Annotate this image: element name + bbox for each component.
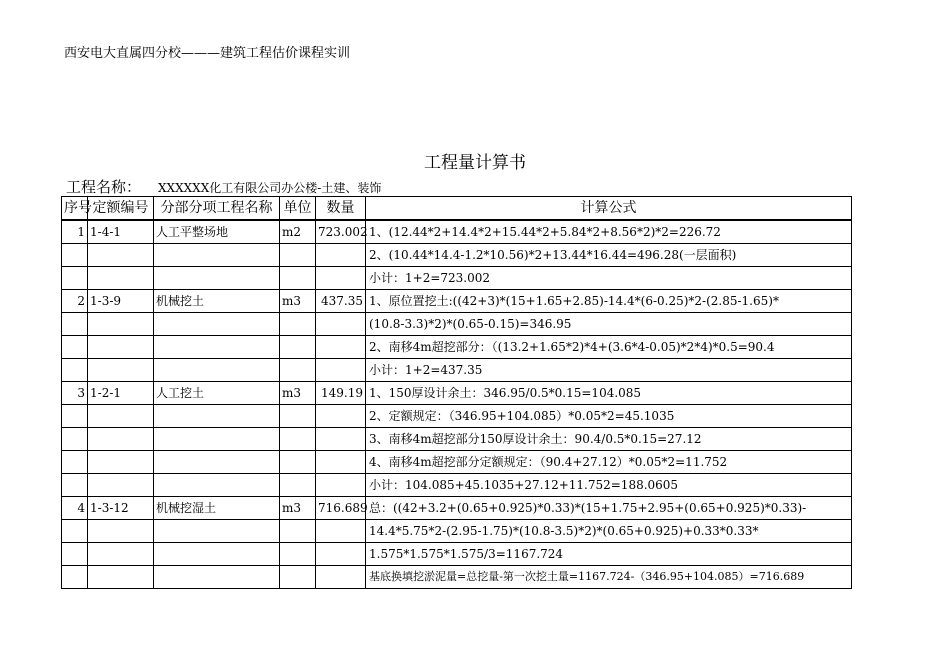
cell-no xyxy=(62,543,88,566)
cell-name xyxy=(154,474,280,497)
cell-name xyxy=(154,543,280,566)
table-row xyxy=(62,336,852,359)
cell-name xyxy=(154,336,280,359)
header-item-name: 分部分项工程名称 xyxy=(154,197,280,221)
cell-code: 1-4-1 xyxy=(88,220,154,244)
table-row xyxy=(62,451,852,474)
cell-qty xyxy=(316,405,366,428)
cell-no xyxy=(62,451,88,474)
cell-code xyxy=(88,267,154,290)
table-row xyxy=(62,220,852,244)
cell-formula: 基底换填挖淤泥量=总挖量-第一次挖土量=1167.724-（346.95+104.085）=716.689 xyxy=(366,566,852,589)
cell-formula: 1、(12.44*2+14.4*2+15.44*2+5.84*2+8.56*2)*2=226.72 xyxy=(366,220,852,244)
cell-code xyxy=(88,566,154,589)
cell-unit xyxy=(280,244,316,267)
cell-unit xyxy=(280,313,316,336)
cell-no: 2 xyxy=(62,290,88,313)
cell-no: 4 xyxy=(62,497,88,520)
cell-unit xyxy=(280,566,316,589)
table-row xyxy=(62,244,852,267)
cell-no xyxy=(62,566,88,589)
cell-name xyxy=(154,244,280,267)
cell-code xyxy=(88,313,154,336)
cell-formula: 1.575*1.575*1.575/3=1167.724 xyxy=(366,543,852,566)
header-formula: 计算公式 xyxy=(366,197,852,221)
cell-name xyxy=(154,405,280,428)
table-row xyxy=(62,290,852,313)
cell-qty xyxy=(316,336,366,359)
cell-no: 1 xyxy=(62,220,88,244)
cell-qty xyxy=(316,428,366,451)
table-row xyxy=(62,359,852,382)
cell-name xyxy=(154,428,280,451)
cell-formula: 1、原位置挖土:((42+3)*(15+1.65+2.85)-14.4*(6-0.25)*2-(2.85-1.65)* xyxy=(366,290,852,313)
cell-code: 1-3-12 xyxy=(88,497,154,520)
cell-name: 人工平整场地 xyxy=(154,220,280,244)
cell-name xyxy=(154,451,280,474)
table-row xyxy=(62,566,852,589)
cell-name xyxy=(154,566,280,589)
cell-code xyxy=(88,543,154,566)
cell-code: 1-2-1 xyxy=(88,382,154,405)
cell-name: 机械挖湿土 xyxy=(154,497,280,520)
cell-unit: m3 xyxy=(280,290,316,313)
table-header-row xyxy=(62,197,852,221)
cell-qty xyxy=(316,566,366,589)
cell-unit xyxy=(280,428,316,451)
cell-qty xyxy=(316,543,366,566)
cell-code xyxy=(88,336,154,359)
cell-qty xyxy=(316,313,366,336)
table-row xyxy=(62,313,852,336)
cell-code xyxy=(88,451,154,474)
cell-formula: 14.4*5.75*2-(2.95-1.75)*(10.8-3.5)*2)*(0.65+0.925)+0.33*0.33* xyxy=(366,520,852,543)
cell-no xyxy=(62,267,88,290)
cell-formula: 2、南移4m超挖部分：（(13.2+1.65*2)*4+(3.6*4-0.05)*2*4)*0.5=90.4 xyxy=(366,336,852,359)
table-row xyxy=(62,267,852,290)
table-row xyxy=(62,428,852,451)
cell-code xyxy=(88,474,154,497)
cell-unit: m3 xyxy=(280,382,316,405)
table-row xyxy=(62,543,852,566)
header-no: 序号 xyxy=(62,197,88,221)
cell-qty xyxy=(316,359,366,382)
cell-unit: m3 xyxy=(280,497,316,520)
cell-name xyxy=(154,267,280,290)
cell-unit: m2 xyxy=(280,220,316,244)
cell-name xyxy=(154,313,280,336)
cell-unit xyxy=(280,359,316,382)
cell-unit xyxy=(280,520,316,543)
cell-qty: 149.19 xyxy=(316,382,366,405)
cell-formula: (10.8-3.3)*2)*(0.65-0.15)=346.95 xyxy=(366,313,852,336)
cell-code xyxy=(88,244,154,267)
cell-formula: 2、(10.44*14.4-1.2*10.56)*2+13.44*16.44=496.28(一层面积) xyxy=(366,244,852,267)
header-unit: 单位 xyxy=(280,197,316,221)
document-title: 工程量计算书 xyxy=(424,153,526,173)
cell-unit xyxy=(280,451,316,474)
cell-qty xyxy=(316,244,366,267)
cell-qty: 723.002 xyxy=(316,220,366,244)
table-body xyxy=(62,220,852,589)
cell-name xyxy=(154,359,280,382)
cell-code xyxy=(88,359,154,382)
cell-formula: 4、南移4m超挖部分定额规定：（90.4+27.12）*0.05*2=11.752 xyxy=(366,451,852,474)
cell-code xyxy=(88,520,154,543)
table-row xyxy=(62,382,852,405)
cell-unit xyxy=(280,543,316,566)
header-qty: 数量 xyxy=(316,197,366,221)
cell-formula: 1、150厚设计余土：346.95/0.5*0.15=104.085 xyxy=(366,382,852,405)
project-name: XXXXXX化工有限公司办公楼-土建、装饰 xyxy=(158,181,382,195)
cell-formula: 小计：104.085+45.1035+27.12+11.752=188.0605 xyxy=(366,474,852,497)
cell-formula: 小计：1+2=437.35 xyxy=(366,359,852,382)
cell-qty xyxy=(316,451,366,474)
cell-formula: 小计：1+2=723.002 xyxy=(366,267,852,290)
cell-code: 1-3-9 xyxy=(88,290,154,313)
quantity-table xyxy=(61,196,852,589)
cell-formula: 3、南移4m超挖部分150厚设计余土：90.4/0.5*0.15=27.12 xyxy=(366,428,852,451)
cell-unit xyxy=(280,267,316,290)
cell-no: 3 xyxy=(62,382,88,405)
table-row xyxy=(62,405,852,428)
cell-name xyxy=(154,520,280,543)
cell-no xyxy=(62,359,88,382)
cell-name: 人工挖土 xyxy=(154,382,280,405)
project-label: 工程名称： xyxy=(66,178,142,196)
cell-no xyxy=(62,336,88,359)
cell-code xyxy=(88,405,154,428)
table-row xyxy=(62,474,852,497)
cell-unit xyxy=(280,474,316,497)
cell-no xyxy=(62,313,88,336)
cell-no xyxy=(62,405,88,428)
cell-qty: 437.35 xyxy=(316,290,366,313)
cell-qty xyxy=(316,520,366,543)
cell-formula: 2、定额规定：（346.95+104.085）*0.05*2=45.1035 xyxy=(366,405,852,428)
table-row xyxy=(62,520,852,543)
cell-formula: 总：((42+3.2+(0.65+0.925)*0.33)*(15+1.75+2.95+(0.65+0.925)*0.33)- xyxy=(366,497,852,520)
cell-qty xyxy=(316,474,366,497)
cell-unit xyxy=(280,405,316,428)
header-code: 定额编号 xyxy=(88,197,154,221)
cell-qty: 716.689 xyxy=(316,497,366,520)
cell-no xyxy=(62,474,88,497)
table-row xyxy=(62,497,852,520)
cell-name: 机械挖土 xyxy=(154,290,280,313)
cell-no xyxy=(62,428,88,451)
cell-qty xyxy=(316,267,366,290)
cell-unit xyxy=(280,336,316,359)
cell-no xyxy=(62,520,88,543)
cell-no xyxy=(62,244,88,267)
header-line: 西安电大直属四分校———建筑工程估价课程实训 xyxy=(64,46,351,61)
cell-code xyxy=(88,428,154,451)
